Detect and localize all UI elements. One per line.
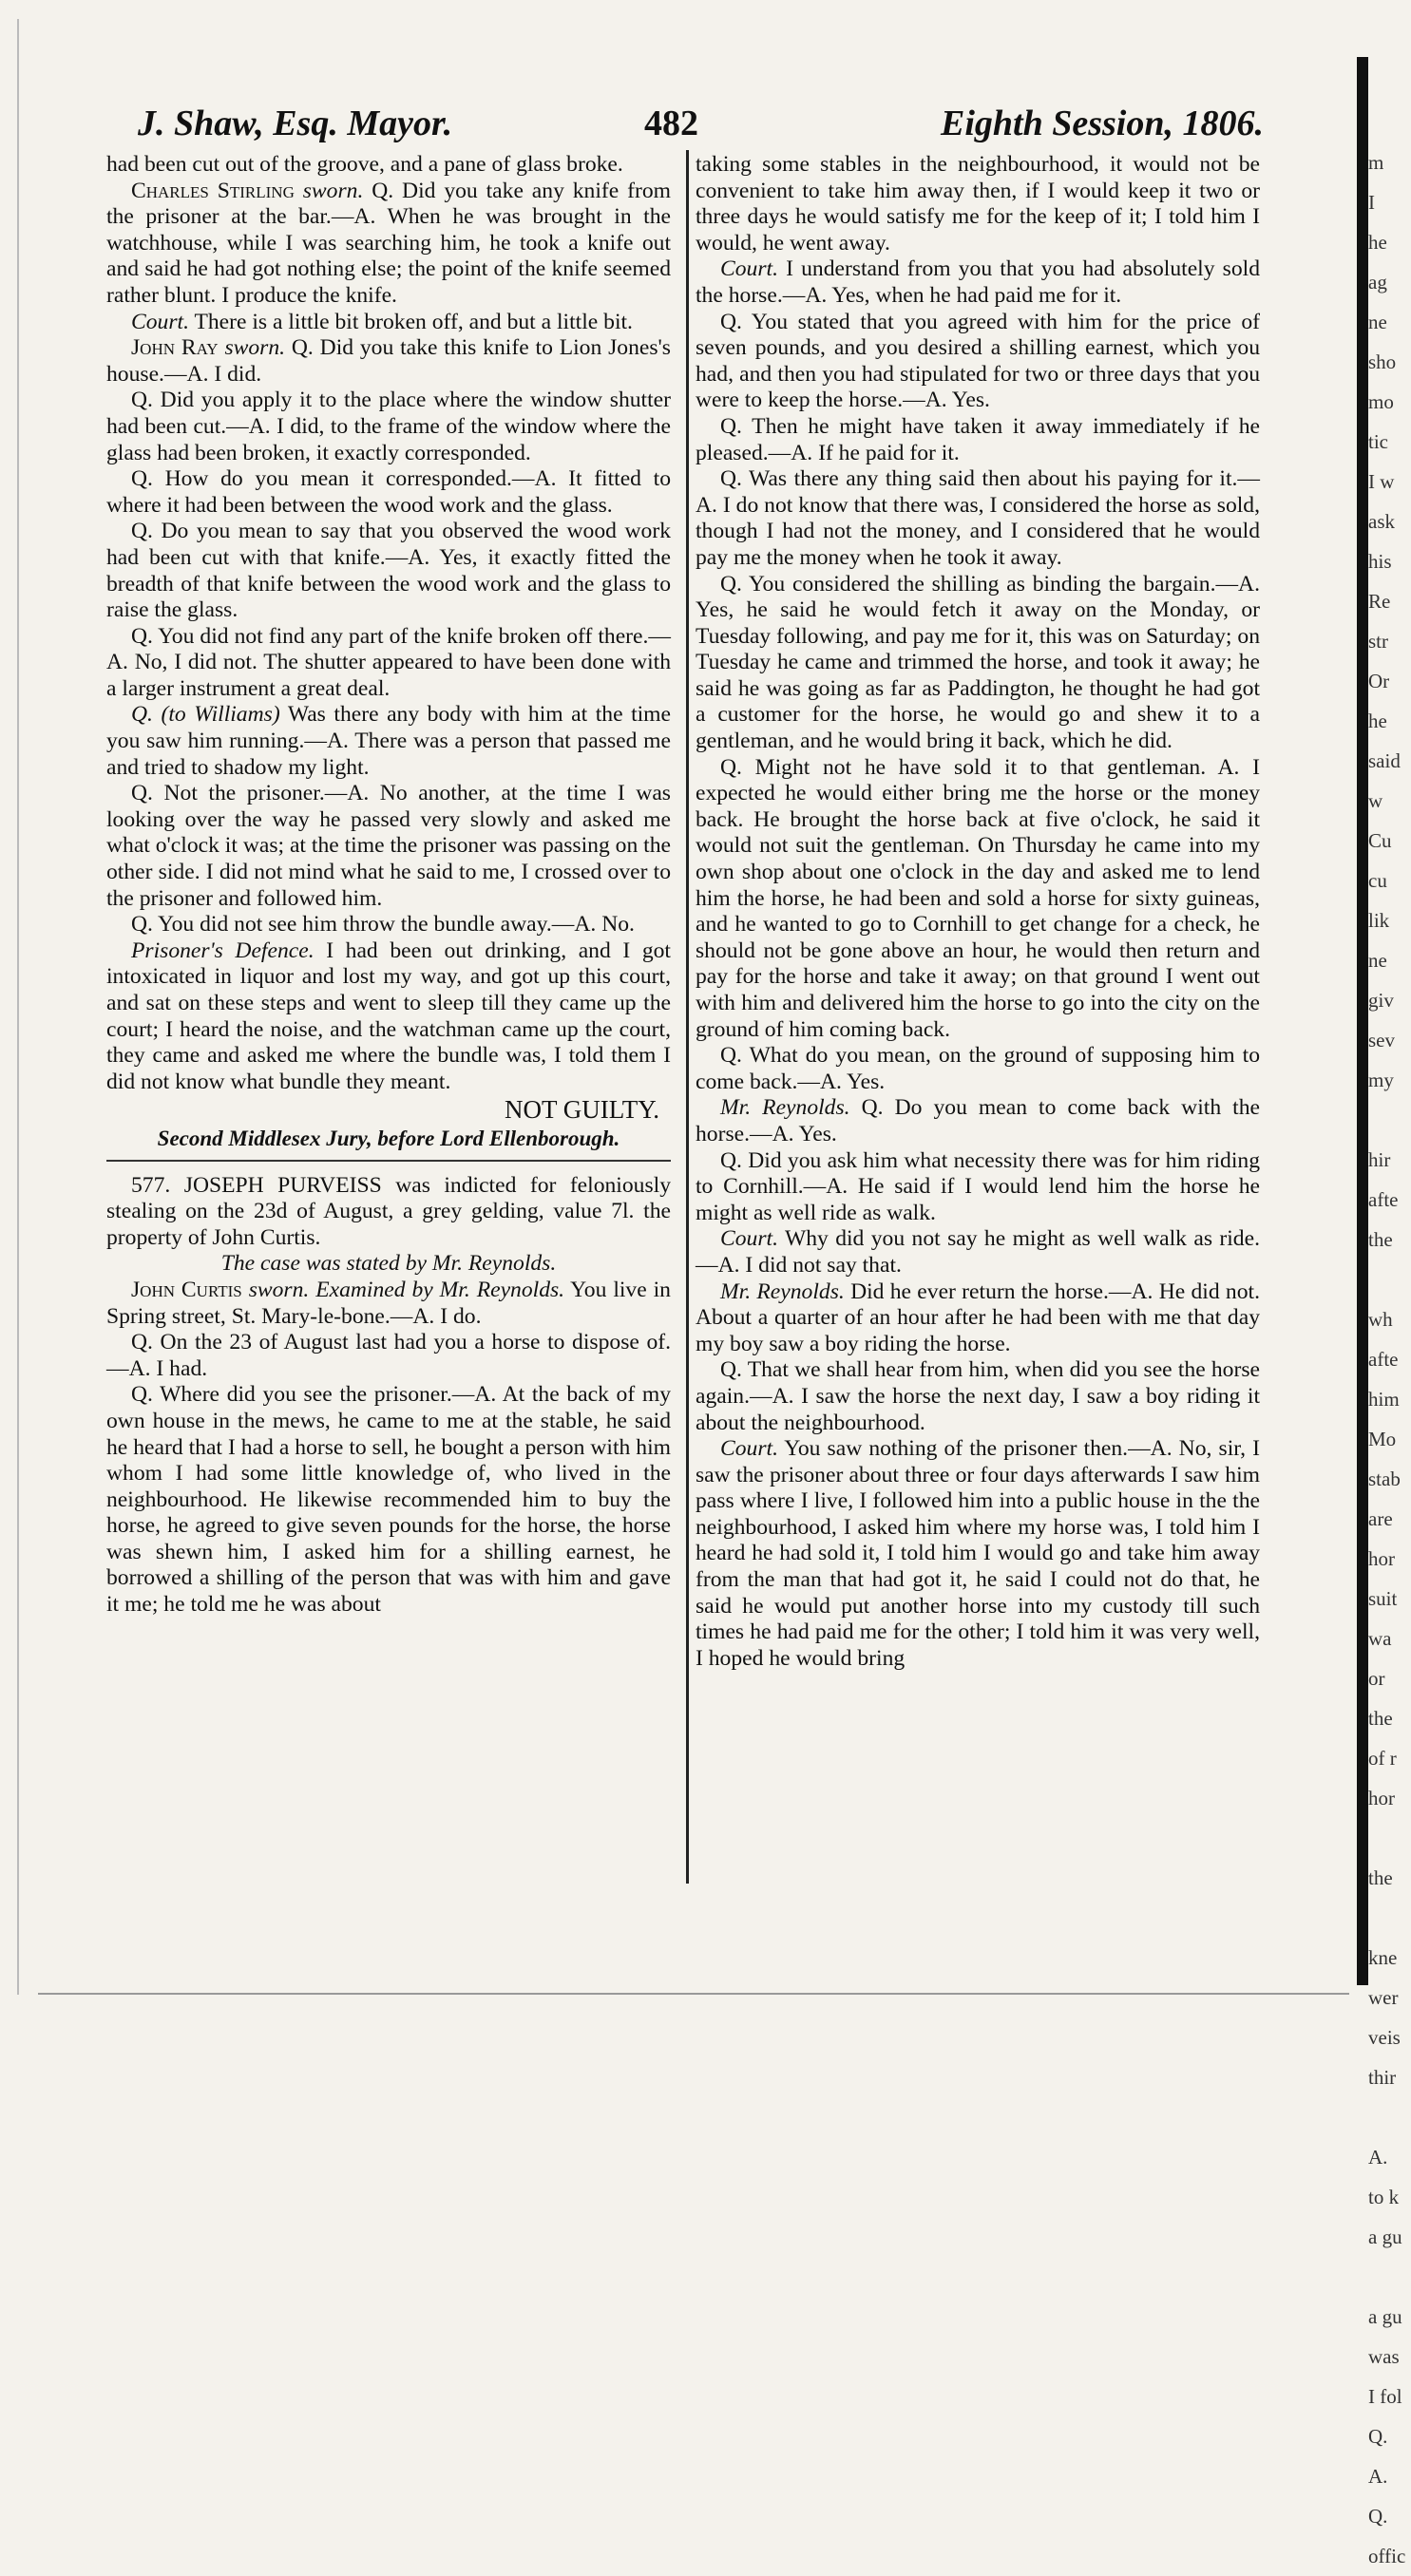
sworn-label: sworn. <box>302 178 364 203</box>
court-label: Court. <box>720 1436 778 1462</box>
paragraph: Q. On the 23 of August last had you a horse to dispose of.—A. I had. <box>106 1330 671 1381</box>
bleed-fragment: I fol <box>1368 2385 1402 2408</box>
paragraph: Q. That we shall hear from him, when did you see the horse again.—A. I saw the horse the next day, I saw a boy riding it about the neighbourhood. <box>696 1357 1260 1435</box>
bleed-fragment: ne <box>1368 311 1387 333</box>
paragraph: Q. Do you mean to say that you observed the wood work had been cut with that knife.—A. Yes, it exactly fitted the breadth of that knife between the wood work and the glass to raise the glass. <box>106 519 671 623</box>
testimony: Q. Did you take any knife from the prisoner at the bar.—A. When he was brought in the watchhouse, while I was searching him, he took a knife out and said he had got nothing else; the point of the knife seemed rather blunt. I produce the knife. <box>106 178 671 308</box>
right-column <box>696 152 1260 1672</box>
paragraph <box>696 1226 1260 1279</box>
paragraph: Q. Did you apply it to the place where the window shutter had been cut.—A. I did, to the frame of the window where the glass had been broken, it exactly corresponded. <box>106 388 671 465</box>
bleed-fragment: Mo <box>1368 1428 1397 1450</box>
sworn-label: sworn. <box>224 335 286 361</box>
bleed-fragment: w <box>1368 789 1383 812</box>
bleed-fragment: hor <box>1368 1787 1395 1809</box>
bleed-fragment: offic <box>1368 2545 1406 2567</box>
bleed-fragment: the <box>1368 1707 1393 1730</box>
paragraph <box>106 335 671 388</box>
testimony: Did he ever return the horse.—A. He did not. About a quarter of an hour after he had been with me that day my boy saw a boy riding the horse. <box>696 1279 1260 1356</box>
scan-edge-mark <box>17 19 19 1995</box>
bleed-fragment: Cu <box>1368 829 1392 852</box>
paragraph <box>696 256 1260 309</box>
paragraph: Q. Was there any thing said then about his paying for it.—A. I do not know that there was, I considered the horse as sold, though I had not the money, and I considered that he would pay me the money when he took it away. <box>696 466 1260 570</box>
bleed-fragment: suit <box>1368 1587 1398 1610</box>
bleed-fragment: him <box>1368 1388 1400 1411</box>
adjacent-page-bleed <box>1368 142 1410 2567</box>
bleed-fragment: the <box>1368 1228 1393 1251</box>
testimony: Was there any body with him at the time you saw him running.—A. There was a person that passed me and tried to shadow my light. <box>106 702 672 780</box>
paragraph: had been cut out of the groove, and a pane of glass broke. <box>106 152 623 177</box>
testimony: Why did you not say he might as well walk as ride.—A. I did not say that. <box>696 1226 1260 1278</box>
page-header <box>124 103 1264 150</box>
bleed-fragment: a gu <box>1368 2305 1402 2328</box>
bleed-fragment: lik <box>1368 909 1390 932</box>
bleed-fragment: my <box>1368 1069 1394 1091</box>
court-label: Court. <box>720 256 778 282</box>
bleed-fragment: the <box>1368 1866 1393 1889</box>
bleed-fragment: sho <box>1368 350 1397 373</box>
jury-line: Second Middlesex Jury, before Lord Ellenborough. <box>157 1126 620 1150</box>
bleed-fragment: thir <box>1368 2066 1397 2089</box>
paragraph <box>106 702 671 781</box>
bleed-fragment: or <box>1368 1667 1385 1690</box>
bleed-fragment: tic <box>1368 430 1388 453</box>
paragraph: Q. Where did you see the prisoner.—A. At the back of my own house in the mews, he came to me at the stable, he said he heard that I had a horse to sell, he bought a person with him whom I had some little knowledge of, who lived in the neighbourhood. He likewise recommended him to buy the horse, he agreed to give seven pounds for the horse, the horse was shewn him, I asked him for a shilling earnest, he borrowed a shilling of the person that was with him and gave it me; he told me he was about <box>106 1382 671 1618</box>
witness-name: John Ray <box>131 335 219 361</box>
scan-bottom-edge <box>38 1993 1349 1995</box>
bleed-fragment: cu <box>1368 869 1387 892</box>
testimony: You saw nothing of the prisoner then.—A. No, sir, I saw the prisoner about three or four days afterwards I saw him pass where I live, I followed him into a public house in the the neighbourhood, I asked him where my horse was, I told him I heard he had sold it, I told him I would go and take him away from the man that had got it, he said I could not do that, he said he would put another horse into my custody till such times he had paid me for the other; I told him it was very well, I hoped he would bring <box>696 1436 1260 1671</box>
paragraph: Q. Might not he have sold it to that gentleman. A. I expected he would either bring me the horse or the money back. He brought the horse back at five o'clock, he said it would not suit the gentleman. On Thursday he came into my own shop about one o'clock in the day and asked me to lend him the horse, he had been and sold a horse for sixty guineas, and he wanted to go to Cornhill to get change for a check, he should not be gone above an hour, he would then return and pay for the horse and take it away; on that ground I went out with him and delivered him the horse to go into the city on the ground of him coming back. <box>696 754 1260 1042</box>
defence-label: Prisoner's Defence. <box>131 938 315 963</box>
bleed-fragment: I w <box>1368 470 1395 493</box>
bleed-fragment: m <box>1368 151 1384 174</box>
bleed-fragment: are <box>1368 1507 1393 1530</box>
bleed-fragment: ask <box>1368 510 1395 533</box>
bleed-fragment: Q. <box>1368 2425 1388 2448</box>
verdict: NOT GUILTY. <box>504 1095 659 1125</box>
paragraph <box>106 310 671 336</box>
bleed-fragment: a gu <box>1368 2226 1402 2248</box>
bleed-fragment: afte <box>1368 1188 1399 1211</box>
section-divider <box>106 1160 671 1162</box>
bleed-fragment: wa <box>1368 1627 1392 1650</box>
bleed-fragment <box>1368 2097 1410 2137</box>
bleed-fragment: stab <box>1368 1468 1401 1490</box>
case-intro: 577. JOSEPH PURVEISS was indicted for feloniously stealing on the 23d of August, a grey gelding, value 7l. the property of John Curtis. <box>106 1172 671 1250</box>
paragraph: Q. Then he might have taken it away immediately if he pleased.—A. If he paid for it. <box>696 413 1260 465</box>
paragraph: Q. Did you ask him what necessity there was for him riding to Cornhill.—A. He said if I would lend him the horse he might as well ride as walk. <box>696 1147 1260 1225</box>
question-prefix: Q. (to Williams) <box>131 702 280 728</box>
testimony: There is a little bit broken off, and but a little bit. <box>194 309 633 334</box>
bleed-fragment: Q. <box>1368 2505 1388 2528</box>
witness-name: Charles Stirling <box>131 178 295 203</box>
page-number: 482 <box>644 104 698 143</box>
paragraph: Q. You considered the shilling as binding the bargain.—A. Yes, he said he would fetch it away on the Monday, or Tuesday following, and pay me for it, this was on Saturday; on Tuesday he came and trimmed the horse, and took it away; he said he was going as far as Paddington, he thought he had got a customer for the horse, he would go and shew it to a gentleman, and he would bring it back, which he did. <box>696 571 1260 754</box>
header-session: Eighth Session, 1806. <box>941 104 1264 143</box>
paragraph: Q. Not the prisoner.—A. No another, at the time I was looking over the way he passed very slowly and asked me what o'clock it was; at the time the prisoner was passing on the other side. I did not mind what he said to me, I crossed over to the prisoner and followed him. <box>106 781 671 911</box>
left-column <box>106 152 671 1619</box>
bleed-fragment <box>1368 1818 1410 1858</box>
paragraph <box>106 938 671 1096</box>
bleed-fragment: veis <box>1368 2026 1401 2049</box>
header-mayor: J. Shaw, Esq. Mayor. <box>138 104 453 143</box>
bleed-fragment: his <box>1368 550 1392 573</box>
bleed-fragment: kne <box>1368 1946 1398 1969</box>
bleed-fragment: said <box>1368 749 1401 772</box>
paragraph <box>106 1278 671 1330</box>
case-stated: The case was stated by Mr. Reynolds. <box>220 1251 557 1277</box>
bleed-fragment: afte <box>1368 1348 1399 1371</box>
bleed-fragment: A. <box>1368 2465 1388 2488</box>
paragraph <box>106 179 671 310</box>
testimony: Q. Do you mean to come back with the horse.—A. Yes. <box>696 1095 1260 1146</box>
paragraph: Q. How do you mean it corresponded.—A. It fitted to where it had been between the wood work and the glass. <box>106 466 671 518</box>
testimony: You live in Spring street, St. Mary-le-bone.—A. I do. <box>106 1277 671 1329</box>
court-label: Court. <box>131 309 189 334</box>
bleed-fragment: wer <box>1368 1986 1399 2009</box>
bleed-fragment: giv <box>1368 989 1394 1012</box>
bleed-fragment: he <box>1368 231 1387 254</box>
court-label: Court. <box>720 1226 778 1252</box>
paragraph: Q. What do you mean, on the ground of supposing him to come back.—A. Yes. <box>696 1043 1260 1094</box>
bleed-fragment: ag <box>1368 271 1387 294</box>
paragraph <box>696 1279 1260 1358</box>
paragraph: Q. You did not see him throw the bundle away.—A. No. <box>131 912 635 938</box>
bleed-fragment: I <box>1368 191 1375 214</box>
speaker-label: Mr. Reynolds. <box>720 1095 850 1121</box>
bleed-fragment: was <box>1368 2345 1400 2368</box>
column-divider <box>686 150 689 1884</box>
testimony: Q. Did you take this knife to Lion Jones's house.—A. I did. <box>106 335 671 387</box>
speaker-label: Mr. Reynolds. <box>720 1279 845 1304</box>
bleed-fragment: mo <box>1368 390 1394 413</box>
bleed-fragment: hor <box>1368 1547 1395 1570</box>
bleed-fragment: A. <box>1368 2146 1388 2169</box>
bleed-fragment: of r <box>1368 1747 1397 1770</box>
bleed-fragment: Re <box>1368 590 1391 613</box>
bleed-fragment <box>1368 2257 1410 2297</box>
witness-name: John Curtis <box>131 1277 242 1302</box>
bleed-fragment <box>1368 1898 1410 1938</box>
bleed-fragment: str <box>1368 630 1388 653</box>
bleed-fragment: hir <box>1368 1148 1391 1171</box>
bleed-fragment: Or <box>1368 670 1390 692</box>
bleed-fragment: wh <box>1368 1308 1393 1331</box>
page-binding-edge <box>1357 57 1368 1985</box>
bleed-fragment: to k <box>1368 2186 1400 2208</box>
bleed-fragment: sev <box>1368 1029 1395 1051</box>
bleed-fragment <box>1368 1100 1410 1140</box>
paragraph <box>696 1436 1260 1672</box>
sworn-label: sworn. Examined by Mr. Reynolds. <box>248 1277 565 1302</box>
paragraph: Q. You stated that you agreed with him for the price of seven pounds, and you desired a shilling earnest, which you had, and then you had stipulated for two or three days that you were to keep the horse.—A. Yes. <box>696 309 1260 413</box>
testimony: I had been out drinking, and I got intoxicated in liquor and lost my way, and got up this court, and sat on these steps and went to sleep till they came up the court; I heard the noise, and the watchman came up the court, they came and asked me where the bundle was, I told them I did not know what bundle they meant. <box>106 938 671 1094</box>
testimony: I understand from you that you had absolutely sold the horse.—A. Yes, when he had paid me for it. <box>696 256 1260 308</box>
paragraph: Q. You did not find any part of the knife broken off there.—A. No, I did not. The shutter appeared to have been done with a larger instrument a great deal. <box>106 623 671 701</box>
paragraph: taking some stables in the neighbourhood, it would not be convenient to take him away then, if I would keep it two or three days he would satisfy me for the keep of it; I told him I would, he went away. <box>696 152 1260 256</box>
paragraph <box>696 1095 1260 1147</box>
bleed-fragment: ne <box>1368 949 1387 972</box>
bleed-fragment <box>1368 1260 1410 1299</box>
bleed-fragment: he <box>1368 710 1387 732</box>
